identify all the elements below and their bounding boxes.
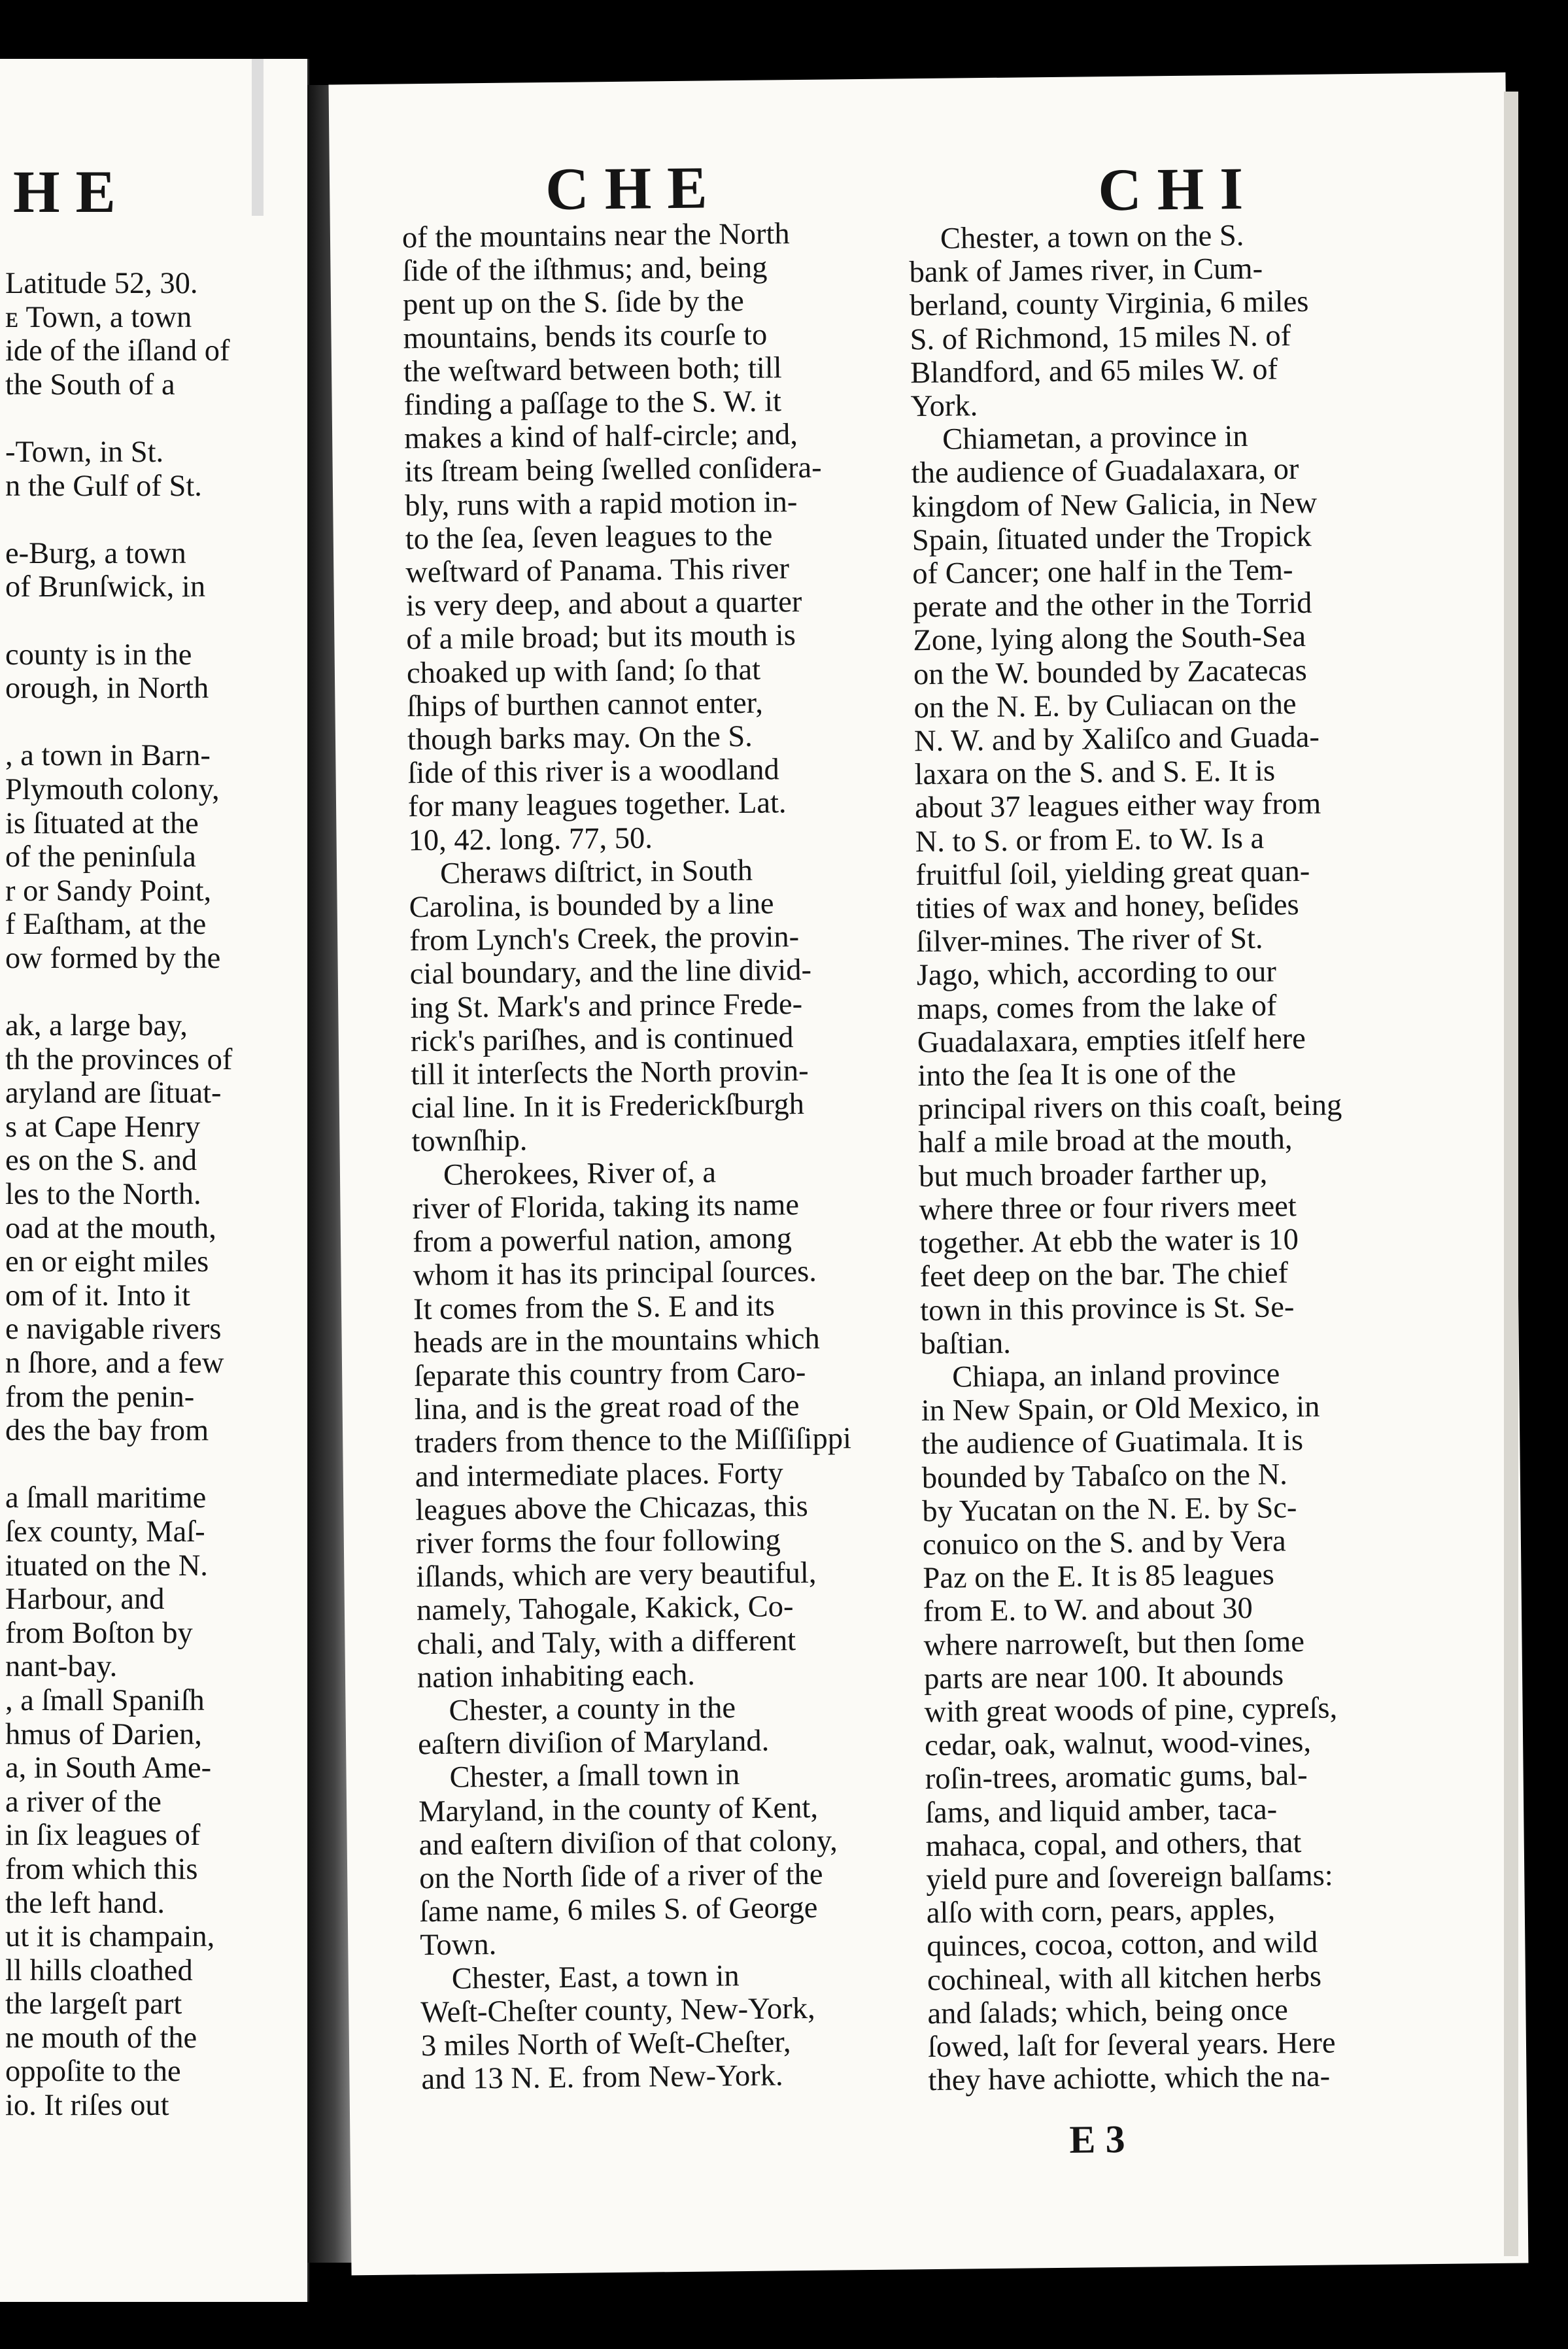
text-line: they have achiotte, which the na- [928,2059,1331,2098]
text-line: ll hills cloathed [5,1953,193,1987]
text-line: les to the North. [5,1178,201,1212]
text-line [5,503,232,537]
text-line: Weſt-Cheſter county, New-York, [420,1991,815,2029]
text-line: kingdom of New Galicia, in New [912,486,1318,524]
text-line: parts are near 100. It abounds [923,1658,1284,1696]
text-line: ide of the iſland of [5,334,230,368]
text-line: N. to S. or from E. to W. Is a [915,821,1265,859]
text-line: heads are in the mountains which [413,1322,821,1360]
text-line: , a town in Barn- [5,739,211,773]
text-line: tities of wax and honey, beſides [915,888,1299,926]
text-line: Chester, a county in the [449,1691,736,1728]
text-line: feet deep on the bar. The chief [919,1256,1289,1294]
text-line: together. At ebb the water is 10 [919,1223,1299,1261]
text-line: Harbour, and [5,1583,165,1617]
text-line: e-Burg, a town [5,536,186,570]
text-line: baſtian. [920,1326,1012,1361]
text-line: ᴇ Town, a town [5,300,192,334]
text-line: Blandford, and 65 miles W. of [910,352,1278,390]
right-text-column-2 [909,218,1352,2097]
text-line: conuico on the S. and by Vera [922,1524,1286,1562]
text-line: leagues above the Chicazas, this [415,1489,809,1527]
text-line: where narroweſt, but then ſome [923,1624,1305,1662]
text-line: ituated on the N. [5,1549,208,1583]
text-line: from Lynch's Creek, the provin- [409,920,800,958]
text-line: about 37 leagues either way from [914,787,1321,825]
text-line: 10, 42. long. 77, 50. [408,821,653,857]
text-line: cial boundary, and the line divid- [409,953,812,991]
text-line: to the ſea, ſeven leagues to the [405,519,773,557]
text-line: ſilver-mines. The river of St. [916,921,1263,959]
text-line: from Boſton by [5,1616,193,1650]
text-line: e navigable rivers [5,1312,222,1346]
text-line: into the ſea It is one of the [917,1056,1236,1093]
text-line: from E. to W. and about 30 [923,1592,1253,1629]
text-line: and intermediate places. Forty [415,1456,784,1494]
text-line: om of it. Into it [5,1278,190,1312]
text-line: Cherokees, River of, a [443,1156,717,1192]
text-line: des the bay from [5,1414,209,1448]
text-line: r or Sandy Point, [5,874,212,908]
text-line [5,604,232,638]
text-line: roſin-trees, aromatic gums, bal- [925,1758,1308,1796]
text-line: ſeparate this country from Caro- [413,1355,806,1394]
text-line: in ſix leagues of [5,1819,201,1853]
text-line: finding a paſſage to the S. W. it [403,385,782,422]
text-line: half a mile broad at the mouth, [918,1122,1293,1160]
text-line: Zone, lying along the South-Sea [913,620,1306,658]
text-line: bly, runs with a rapid motion in- [404,485,798,523]
text-line: berland, county Virginia, 6 miles [909,285,1309,323]
text-line: ſex county, Maſ- [5,1515,205,1549]
text-line: and eaſtern diviſion of that colony, [418,1824,838,1862]
text-line: on the W. bounded by Zacatecas [913,653,1307,691]
text-line: is very deep, and about a quarter [405,585,802,623]
text-line: chali, and Taly, with a different [417,1623,796,1661]
text-line: Chiametan, a province in [942,420,1248,456]
text-line: of Cancer; one half in the Tem- [912,553,1293,591]
text-line: cochineal, with all kitchen herbs [927,1959,1322,1997]
text-line: ſide of the iſthmus; and, being [402,250,768,288]
signature-mark: E 3 [1069,2117,1125,2161]
text-line: from a powerful nation, among [412,1222,793,1260]
text-line: a ſmall maritime [5,1481,207,1515]
text-line: Chester, a ſmall town in [449,1758,740,1795]
text-line: s at Cape Henry [5,1110,201,1144]
text-line: from which this [5,1852,198,1886]
text-line: n the Gulf of St. [5,469,202,503]
text-line [5,706,232,740]
text-line: choaked up with ſand; ſo that [406,653,761,690]
text-line: th the provinces of [5,1042,233,1076]
text-line: with great woods of pine, cypreſs, [924,1691,1338,1730]
text-line: maps, comes from the lake of [917,989,1277,1026]
text-line: Guadalaxara, empties itſelf here [917,1021,1306,1060]
left-page [0,59,309,2302]
text-line: ſowed, laſt for ſeveral years. Here [927,2026,1336,2065]
text-line: oppoſite to the [5,2055,181,2089]
text-line: river of Florida, taking its name [412,1188,800,1226]
text-line: ſide of this river is a woodland [407,753,780,791]
text-line: eaſtern diviſion of Maryland. [417,1724,770,1762]
text-line: Plymouth colony, [5,772,220,806]
text-line: Chester, a town on the S. [940,218,1244,256]
text-line: Town. [420,1928,497,1963]
text-line: Chiapa, an inland province [951,1357,1280,1394]
text-line: river forms the four following [415,1523,781,1561]
text-line: -Town, in St. [5,435,164,469]
text-line: makes a kind of half-circle; and, [403,418,798,456]
text-line: ing St. Mark's and prince Frede- [410,987,803,1025]
text-line: the left hand. [5,1886,165,1920]
running-head-che: CHE [545,154,724,223]
text-line: ſame name, 6 miles S. of George [419,1891,818,1929]
text-line: namely, Tahogale, Kakick, Co- [416,1590,794,1628]
text-line: ſhips of burthen cannot enter, [407,686,764,724]
text-line: of the mountains near the North [401,217,790,255]
text-line: York. [910,389,978,424]
text-line: mahaca, copal, and others, that [925,1825,1302,1863]
text-line: es on the S. and [5,1144,197,1178]
text-line: ſams, and liquid amber, taca- [925,1792,1278,1830]
text-line: Jago, which, according to our [916,955,1277,993]
text-line: bounded by Tabaſco on the N. [921,1457,1288,1495]
text-line: and 13 N. E. from New-York. [421,2059,783,2097]
text-line: pent up on the S. ſide by the [402,284,745,322]
text-line: principal rivers on this coaſt, being [917,1088,1342,1127]
text-line: Chester, East, a town in [451,1959,740,1996]
text-line: n ſhore, and a few [5,1346,224,1380]
text-line: oad at the mouth, [5,1211,216,1245]
text-line: whom it has its principal ſources. [413,1255,817,1293]
page-edge-streak [252,59,264,216]
text-line: where three or four rivers meet [919,1190,1297,1227]
left-running-head: HE [13,158,131,225]
text-line: ne mouth of the [5,2021,197,2055]
text-line: of the peninſula [5,840,196,874]
text-line: iſlands, which are very beautiful, [416,1556,817,1594]
text-line: fruitful ſoil, yielding great quan- [915,854,1310,893]
text-line: , a ſmall Spaniſh [5,1683,205,1717]
text-line: on the North ſide of a river of the [418,1857,823,1896]
text-line: the audience of Guadalaxara, or [911,453,1299,490]
text-line: It comes from the S. E and its [413,1288,775,1326]
text-line: ut it is champain, [5,1920,215,1954]
text-line: bank of James river, in Cum- [909,252,1263,290]
text-line: Spain, ſituated under the Tropick [912,519,1312,558]
text-line: weſtward of Panama. This river [405,552,790,590]
text-line: mountains, bends its courſe to [403,318,768,355]
text-line: townſhip. [411,1123,528,1159]
text-line: from the penin- [5,1380,195,1414]
text-line: ak, a large bay, [5,1009,188,1043]
text-line: by Yucatan on the N. E. by Sc- [922,1490,1297,1528]
text-line: though barks may. On the S. [407,719,753,757]
text-line: ow formed by the [5,941,221,975]
right-page-edge [1504,92,1518,2256]
text-line: Latitude 52, 30. [5,267,198,300]
text-line: of Brunſwick, in [5,570,206,604]
text-line: the audience of Guatimala. It is [921,1424,1304,1462]
text-line: quinces, cocoa, cotton, and wild [927,1926,1318,1964]
text-line: N. W. and by Xaliſco and Guada- [913,720,1320,759]
text-line [5,402,232,436]
text-line: perate and the other in the Torrid [912,587,1312,625]
text-line: of a mile broad; but its mouth is [406,619,796,657]
text-line: its ſtream being ſwelled conſidera- [404,451,822,489]
text-line [5,1448,232,1482]
text-line: a river of the [5,1785,162,1819]
text-line: a, in South Ame- [5,1751,212,1785]
text-line: lina, and is the great road of the [414,1389,800,1427]
text-line: orough, in North [5,672,209,706]
text-line: S. of Richmond, 15 miles N. of [910,318,1291,356]
text-line: on the N. E. by Culiacan on the [913,687,1297,725]
text-line: nant-bay. [5,1650,118,1684]
right-page [329,73,1529,2276]
text-line: cedar, oak, walnut, wood-vines, [924,1725,1312,1763]
text-line: en or eight miles [5,1245,209,1279]
text-line: and ſalads; which, being once [927,1993,1289,2031]
text-line: io. It riſes out [5,2089,169,2123]
text-line: hmus of Darien, [5,1717,202,1751]
text-line: f Eaſtham, at the [5,908,207,942]
text-line: Carolina, is bounded by a line [409,887,774,925]
text-line [5,975,232,1009]
text-line: rick's pariſhes, and is continued [410,1021,794,1059]
text-line: alſo with corn, pears, apples, [926,1893,1276,1930]
text-line: the largeſt part [5,1987,182,2021]
text-line: yield pure and ſovereign balſams: [926,1859,1333,1897]
text-line: but much broader farther up, [918,1156,1268,1193]
text-line: nation inhabiting each. [417,1658,696,1694]
text-line: county is in the [5,638,192,672]
text-line: town in this province is St. Se- [919,1290,1295,1328]
text-line: traders from thence to the Miſſiſippi [415,1422,852,1460]
text-line: aryland are ſituat- [5,1076,222,1110]
text-line: laxara on the S. and S. E. It is [914,754,1276,792]
running-head-chi: CHI [1097,154,1259,224]
right-text-column-1 [402,216,859,2096]
text-line: the South of a [5,368,175,402]
text-line: cial line. In it is Frederickſburgh [411,1088,805,1125]
text-line: 3 miles North of Weſt-Cheſter, [420,2025,791,2063]
text-line: till it interſects the North provin- [411,1054,809,1092]
text-line: Maryland, in the county of Kent, [418,1791,819,1828]
text-line: is ſituated at the [5,806,199,840]
text-line: the weſtward between both; till [403,351,782,389]
text-line: in New Spain, or Old Mexico, in [921,1390,1320,1428]
text-line: Cheraws diſtrict, in South [439,853,753,891]
text-line: for many leagues together. Lat. [407,786,787,824]
text-line: Paz on the E. It is 85 leagues [923,1558,1274,1596]
left-text-column [5,267,232,2123]
